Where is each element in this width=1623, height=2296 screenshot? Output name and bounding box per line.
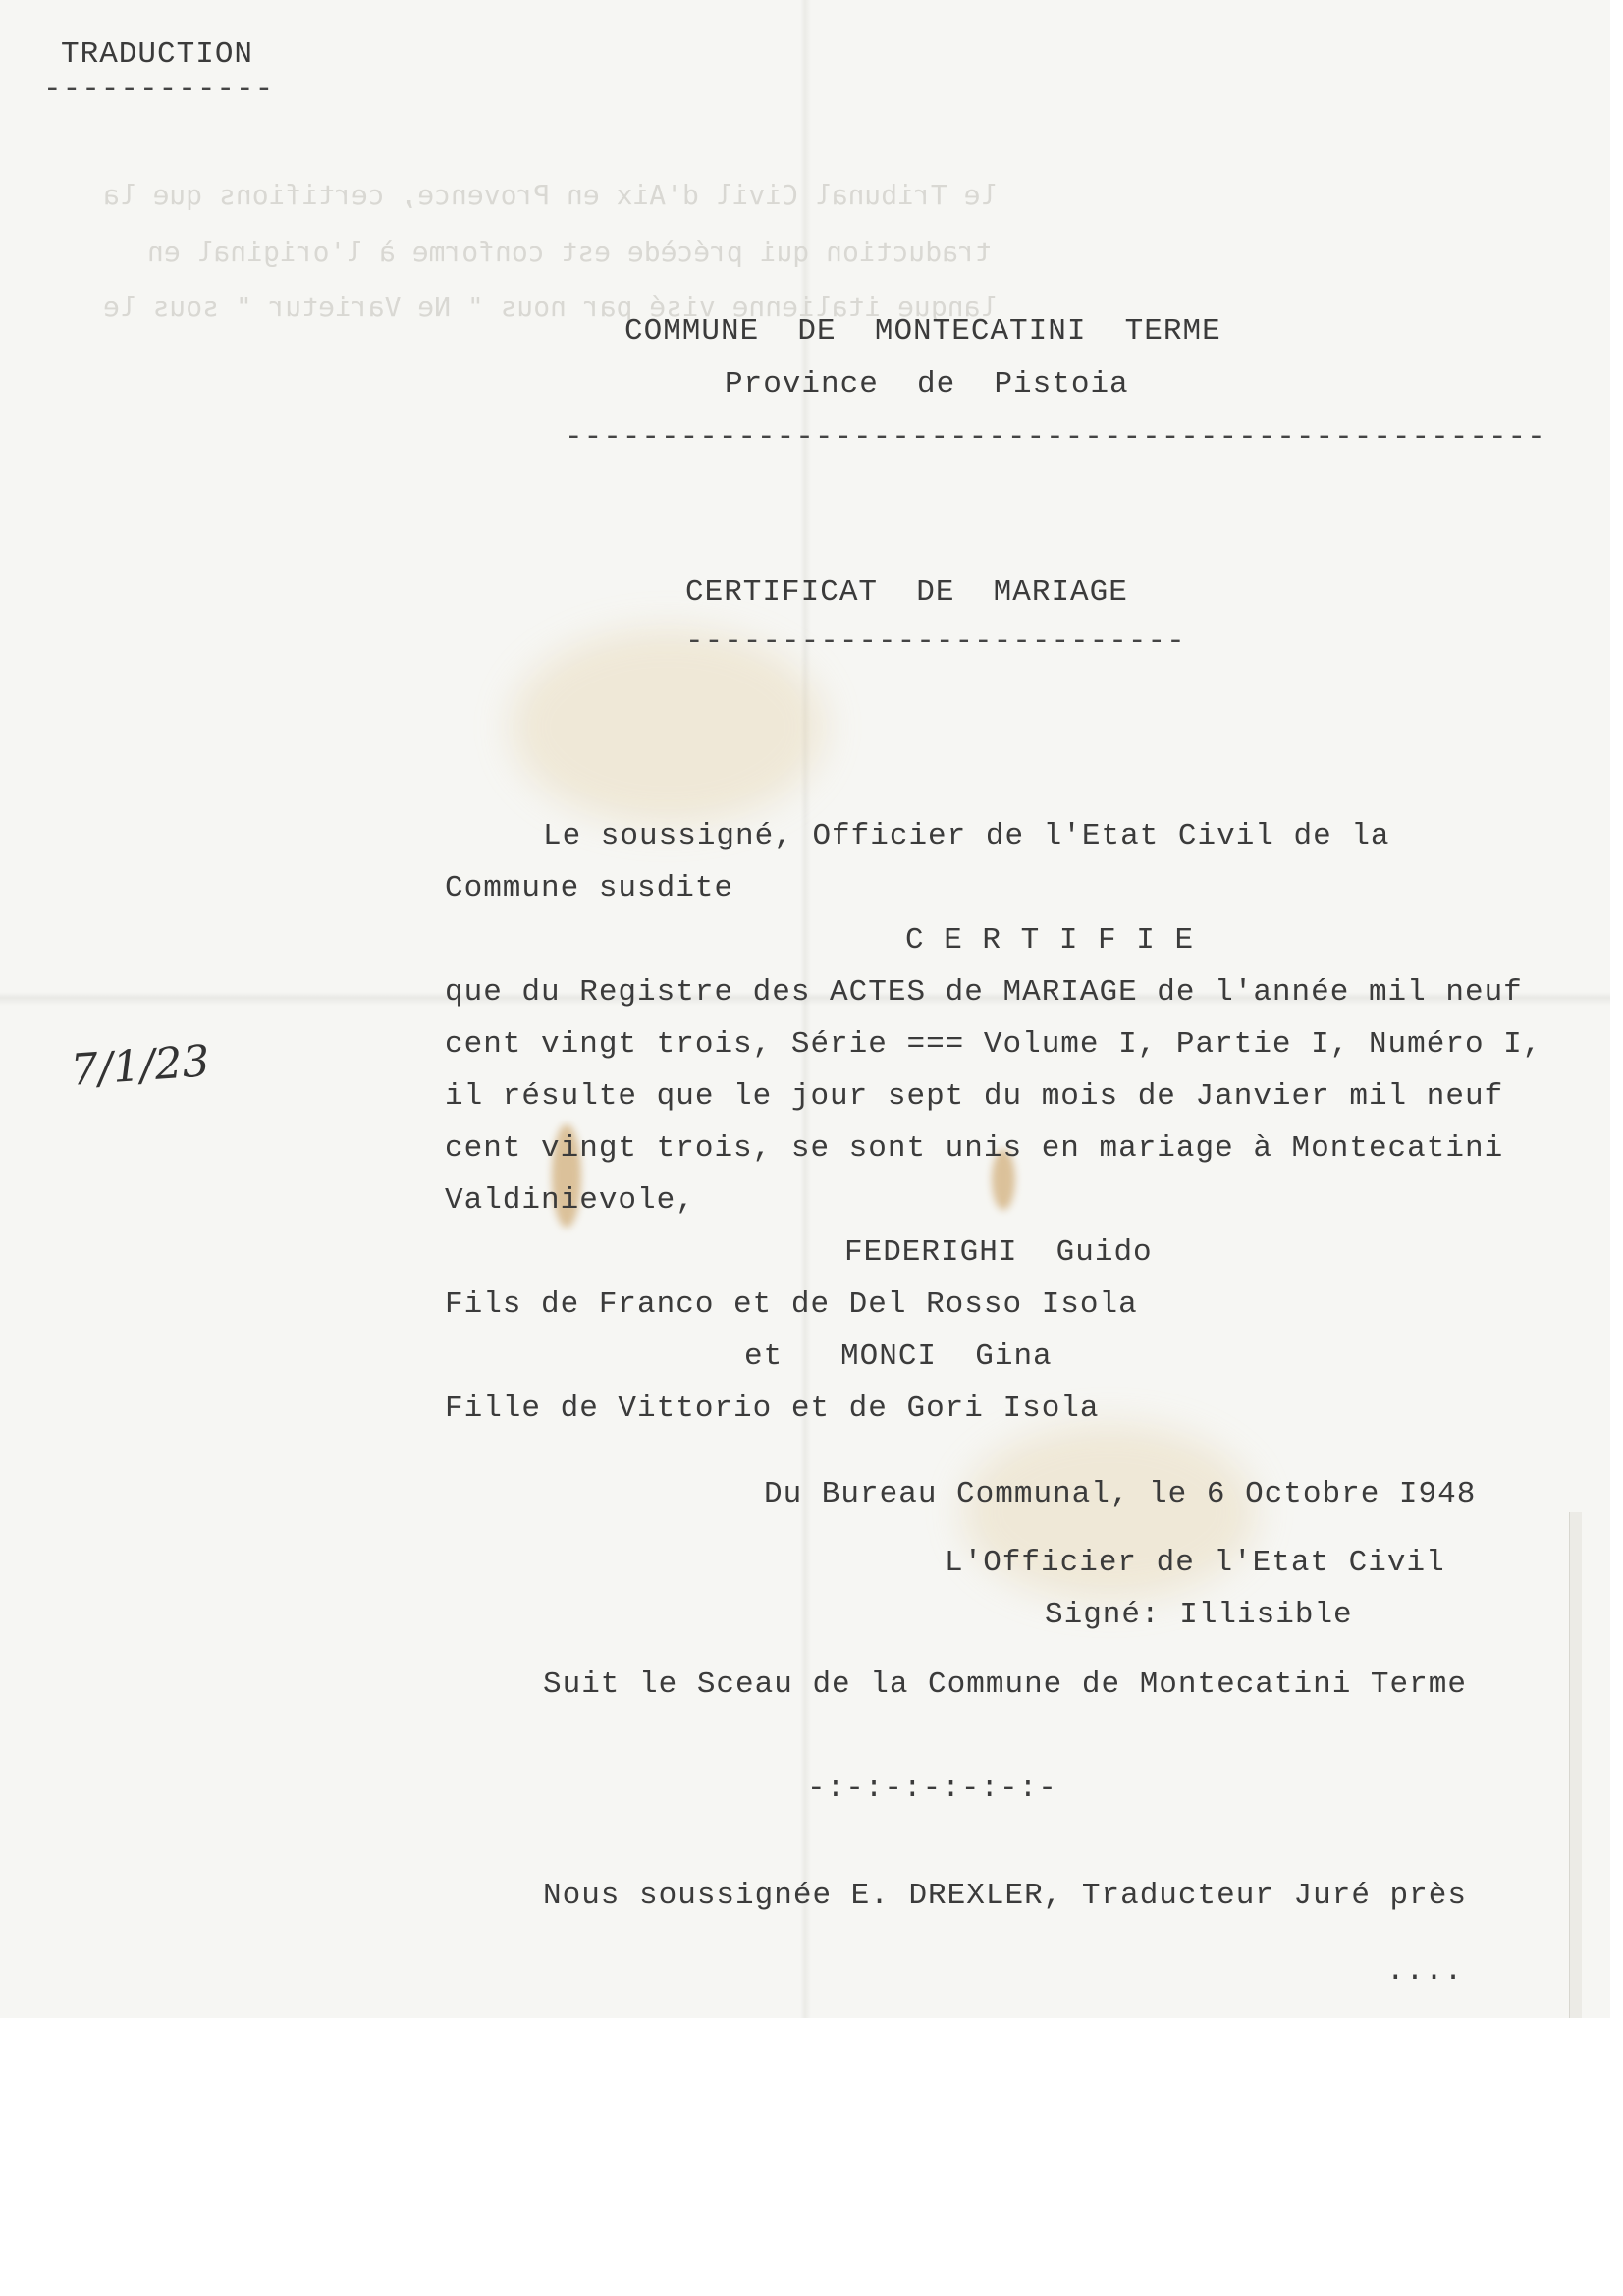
- body-line: cent vingt trois, se sont unis en mariage à Montecatini: [445, 1131, 1504, 1166]
- groom-name: FEDERIGHI Guido: [844, 1235, 1153, 1270]
- translation-label: TRADUCTION: [61, 37, 254, 72]
- paper-fold: [1569, 1512, 1582, 2018]
- show-through-line: le Tribunal Civil d'Aix en Provence, certifions que la: [103, 179, 998, 211]
- commune-heading: COMMUNE DE MONTECATINI TERME: [624, 314, 1221, 349]
- body-line: cent vingt trois, Série === Volume I, Partie I, Numéro I,: [445, 1027, 1542, 1062]
- show-through-line: langue italienne visé par nous " Ne Varietur " sous le: [103, 291, 998, 323]
- certifie-heading: C E R T I F I E: [905, 923, 1195, 957]
- separator: -:-:-:-:-:-:-: [807, 1772, 1057, 1806]
- header-rule: ---------------------------------------------------: [565, 420, 1546, 455]
- certificate-title-rule: --------------------------: [685, 625, 1186, 659]
- body-line: il résulte que le jour sept du mois de Janvier mil neuf: [445, 1079, 1504, 1114]
- continuation-dots: ....: [1386, 1954, 1464, 1989]
- show-through-line: traduction qui précède est conforme à l'original en: [147, 236, 992, 268]
- province-heading: Province de Pistoia: [725, 367, 1129, 402]
- groom-parents: Fils de Franco et de Del Rosso Isola: [445, 1287, 1138, 1322]
- handwritten-date-note: 7/1/23: [69, 1036, 212, 1096]
- translator-statement: Nous soussignée E. DREXLER, Traducteur Juré près: [543, 1879, 1467, 1913]
- translation-label-rule: ------------: [43, 73, 275, 107]
- body-line: Commune susdite: [445, 871, 734, 905]
- signature-note: Signé: Illisible: [1045, 1598, 1353, 1632]
- certificate-title: CERTIFICAT DE MARIAGE: [685, 575, 1128, 610]
- officer-title: L'Officier de l'Etat Civil: [945, 1546, 1445, 1580]
- seal-note: Suit le Sceau de la Commune de Montecatini Terme: [543, 1667, 1467, 1702]
- body-line: Le soussigné, Officier de l'Etat Civil de la: [543, 819, 1390, 853]
- bride-parents: Fille de Vittorio et de Gori Isola: [445, 1392, 1100, 1426]
- body-line: Valdinievole,: [445, 1183, 695, 1218]
- body-line: que du Registre des ACTES de MARIAGE de l'année mil neuf: [445, 975, 1523, 1010]
- bride-name: et MONCI Gina: [744, 1339, 1053, 1374]
- place-date-line: Du Bureau Communal, le 6 Octobre I948: [764, 1477, 1477, 1511]
